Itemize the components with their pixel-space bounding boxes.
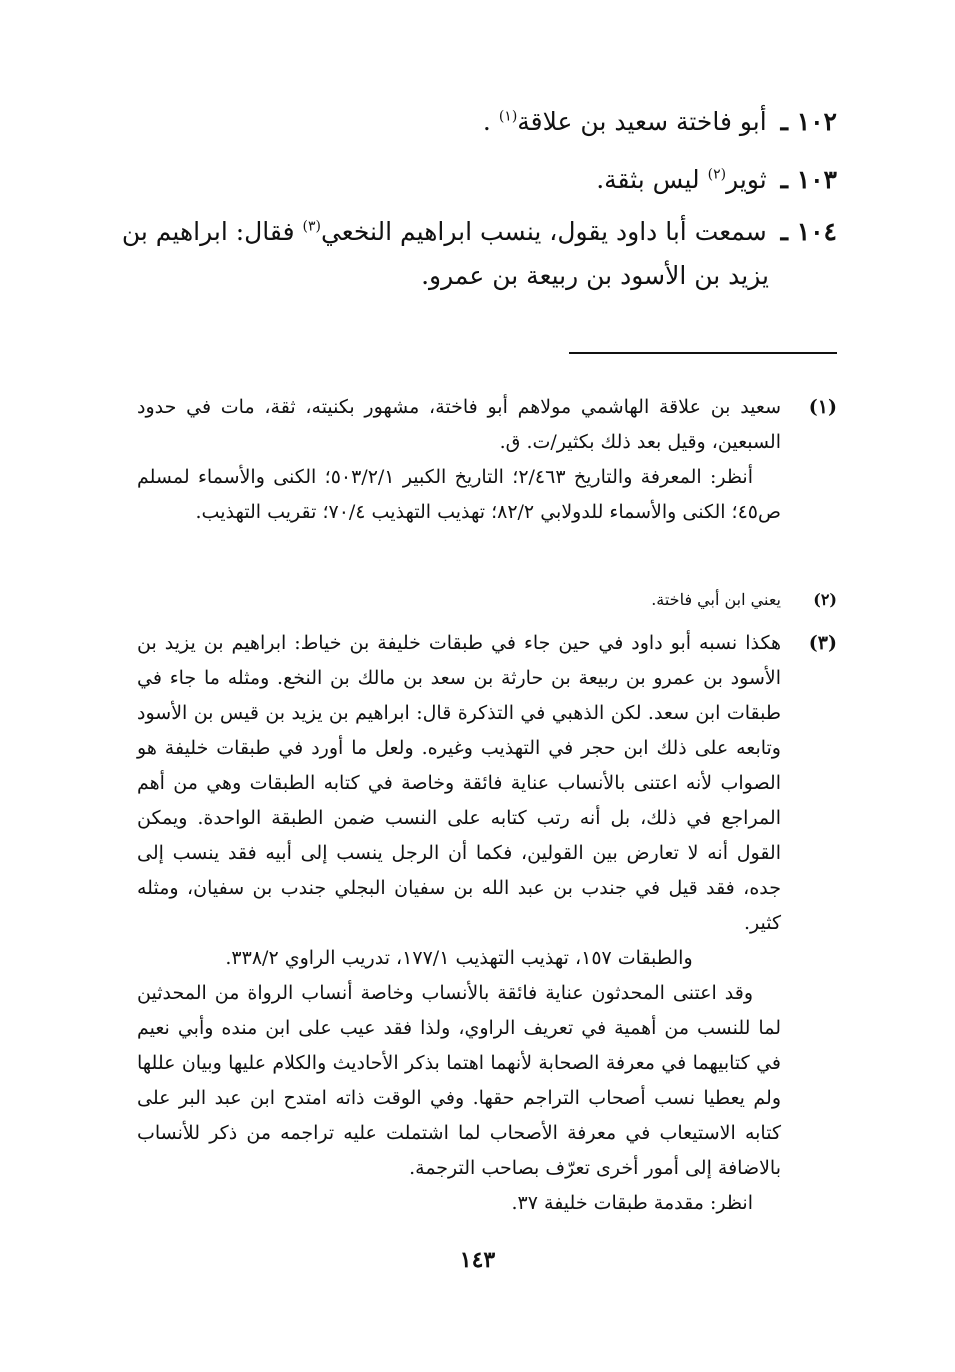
footnote-ref: (٣) — [302, 218, 321, 235]
entry-tail: ليس بثقة. — [596, 165, 700, 194]
footnote-paragraph: هكذا نسبه أبو داود في حين جاء في طبقات خليفة بن خياط: ابراهيم بن يزيد بن الأسود بن عمرو بن ربيعة بن حارثة بن سعد بن مالك بن النخع. ومثله ما جاء في طبقات ابن سعد. لكن الذهبي في التذكرة قال: ابراهيم بن يزيد بن قيس بن الأسود وتابعه على ذلك ابن حجر في التهذيب وغيره. ولعل ما أورد في طبقات خليفة هو الصواب لأنه اعتنى بالأنساب عناية فائقة وخاصة في كتابه الطبقات وهي من أهم المراجع في ذلك، بل أنه رتب كتابه على النسب ضمن الطبقة الواحدة. ويمكن القول أنه لا تعارض بين القولين، فكما أن الرجل ينسب إلى أبيه فقد ينسب إلى جده، فقد قيل في جندب بن عبد الله بن سفيان البجلي جندب بن سفيان، ومثله كثير. — [137, 632, 781, 934]
footnote-paragraph: وقد اعتنى المحدثون عناية فائقة بالأنساب وخاصة أنساب الرواة من المحدثين لما للنسب من أهمية في تعريف الراوي، ولذا فقد عيب على ابن منده وأبي نعيم في كتابيهما في معرفة الصحابة لأنهما اهتما بذكر الأحاديث والكلام عليها وبيان عللها ولم يعطيا نسب أصحاب التراجم حقها. وفي الوقت ذاته امتدح ابن عبد البر على كتابه الاستيعاب في معرفة الأصحاب لما اشتملت عليه تراجمه من ذكر للأنساب بالاضافة إلى أمور أخرى تعرّف بصاحب الترجمة. — [137, 982, 781, 1179]
footnote-number: (٢) — [813, 590, 837, 609]
footnote-paragraph: سعيد بن علاقة الهاشمي مولاهم أبو فاختة، مشهور بكنيته، ثقة، مات في حدود السبعين، وقيل بعد ذلك بكثير/ت. ق. — [137, 396, 781, 453]
page-number: ١٤٣ — [459, 1247, 496, 1273]
footnote-ref: (١) — [498, 108, 518, 125]
entry-number: ١٠٣ ـ — [780, 165, 837, 194]
footnote-paragraph: أنظر: المعرفة والتاريخ ٢/٤٦٣؛ التاريخ الكبير ٥٠٣/٢/١؛ الكنى والأسماء لمسلم ص٤٥؛ الكنى والأسماء للدولابي ٨٢/٢؛ تهذيب التهذيب ٧٠/٤؛ تقريب التهذيب. — [137, 466, 781, 523]
footnote-ref: (٢) — [707, 166, 727, 183]
footnote-1 — [137, 390, 837, 530]
footnote-3 — [137, 626, 837, 1221]
footnote-references: والطبقات ١٥٧، تهذيب التهذيب ١٧٧/١، تدريب الراوي ٣٣٨/٢. — [225, 947, 693, 969]
entry-103 — [117, 158, 837, 202]
footnote-number: (١) — [808, 396, 837, 418]
footnote-paragraph: يعني ابن أبي فاختة. — [651, 590, 781, 609]
entry-number: ١٠٢ ـ — [780, 107, 837, 136]
entry-tail: . — [482, 107, 491, 136]
entry-continuation: يزيد بن الأسود بن ربيعة بن عمرو. — [421, 261, 769, 290]
entry-text: أبو فاختة سعيد بن علاقة — [517, 107, 767, 136]
footnote-separator — [569, 352, 837, 354]
entry-number: ١٠٤ ـ — [780, 217, 837, 246]
footnote-number: (٣) — [808, 632, 837, 654]
entry-tail: فقال: ابراهيم بن — [121, 217, 295, 246]
footnote-paragraph: انظر: مقدمة طبقات خليفة ٣٧. — [511, 1192, 753, 1214]
entry-104 — [117, 210, 837, 298]
entry-102 — [117, 100, 837, 144]
entry-text: ثوير — [726, 165, 767, 194]
footnote-2 — [137, 582, 837, 617]
entry-text: سمعت أبا داود يقول، ينسب ابراهيم النخعي — [320, 217, 767, 246]
